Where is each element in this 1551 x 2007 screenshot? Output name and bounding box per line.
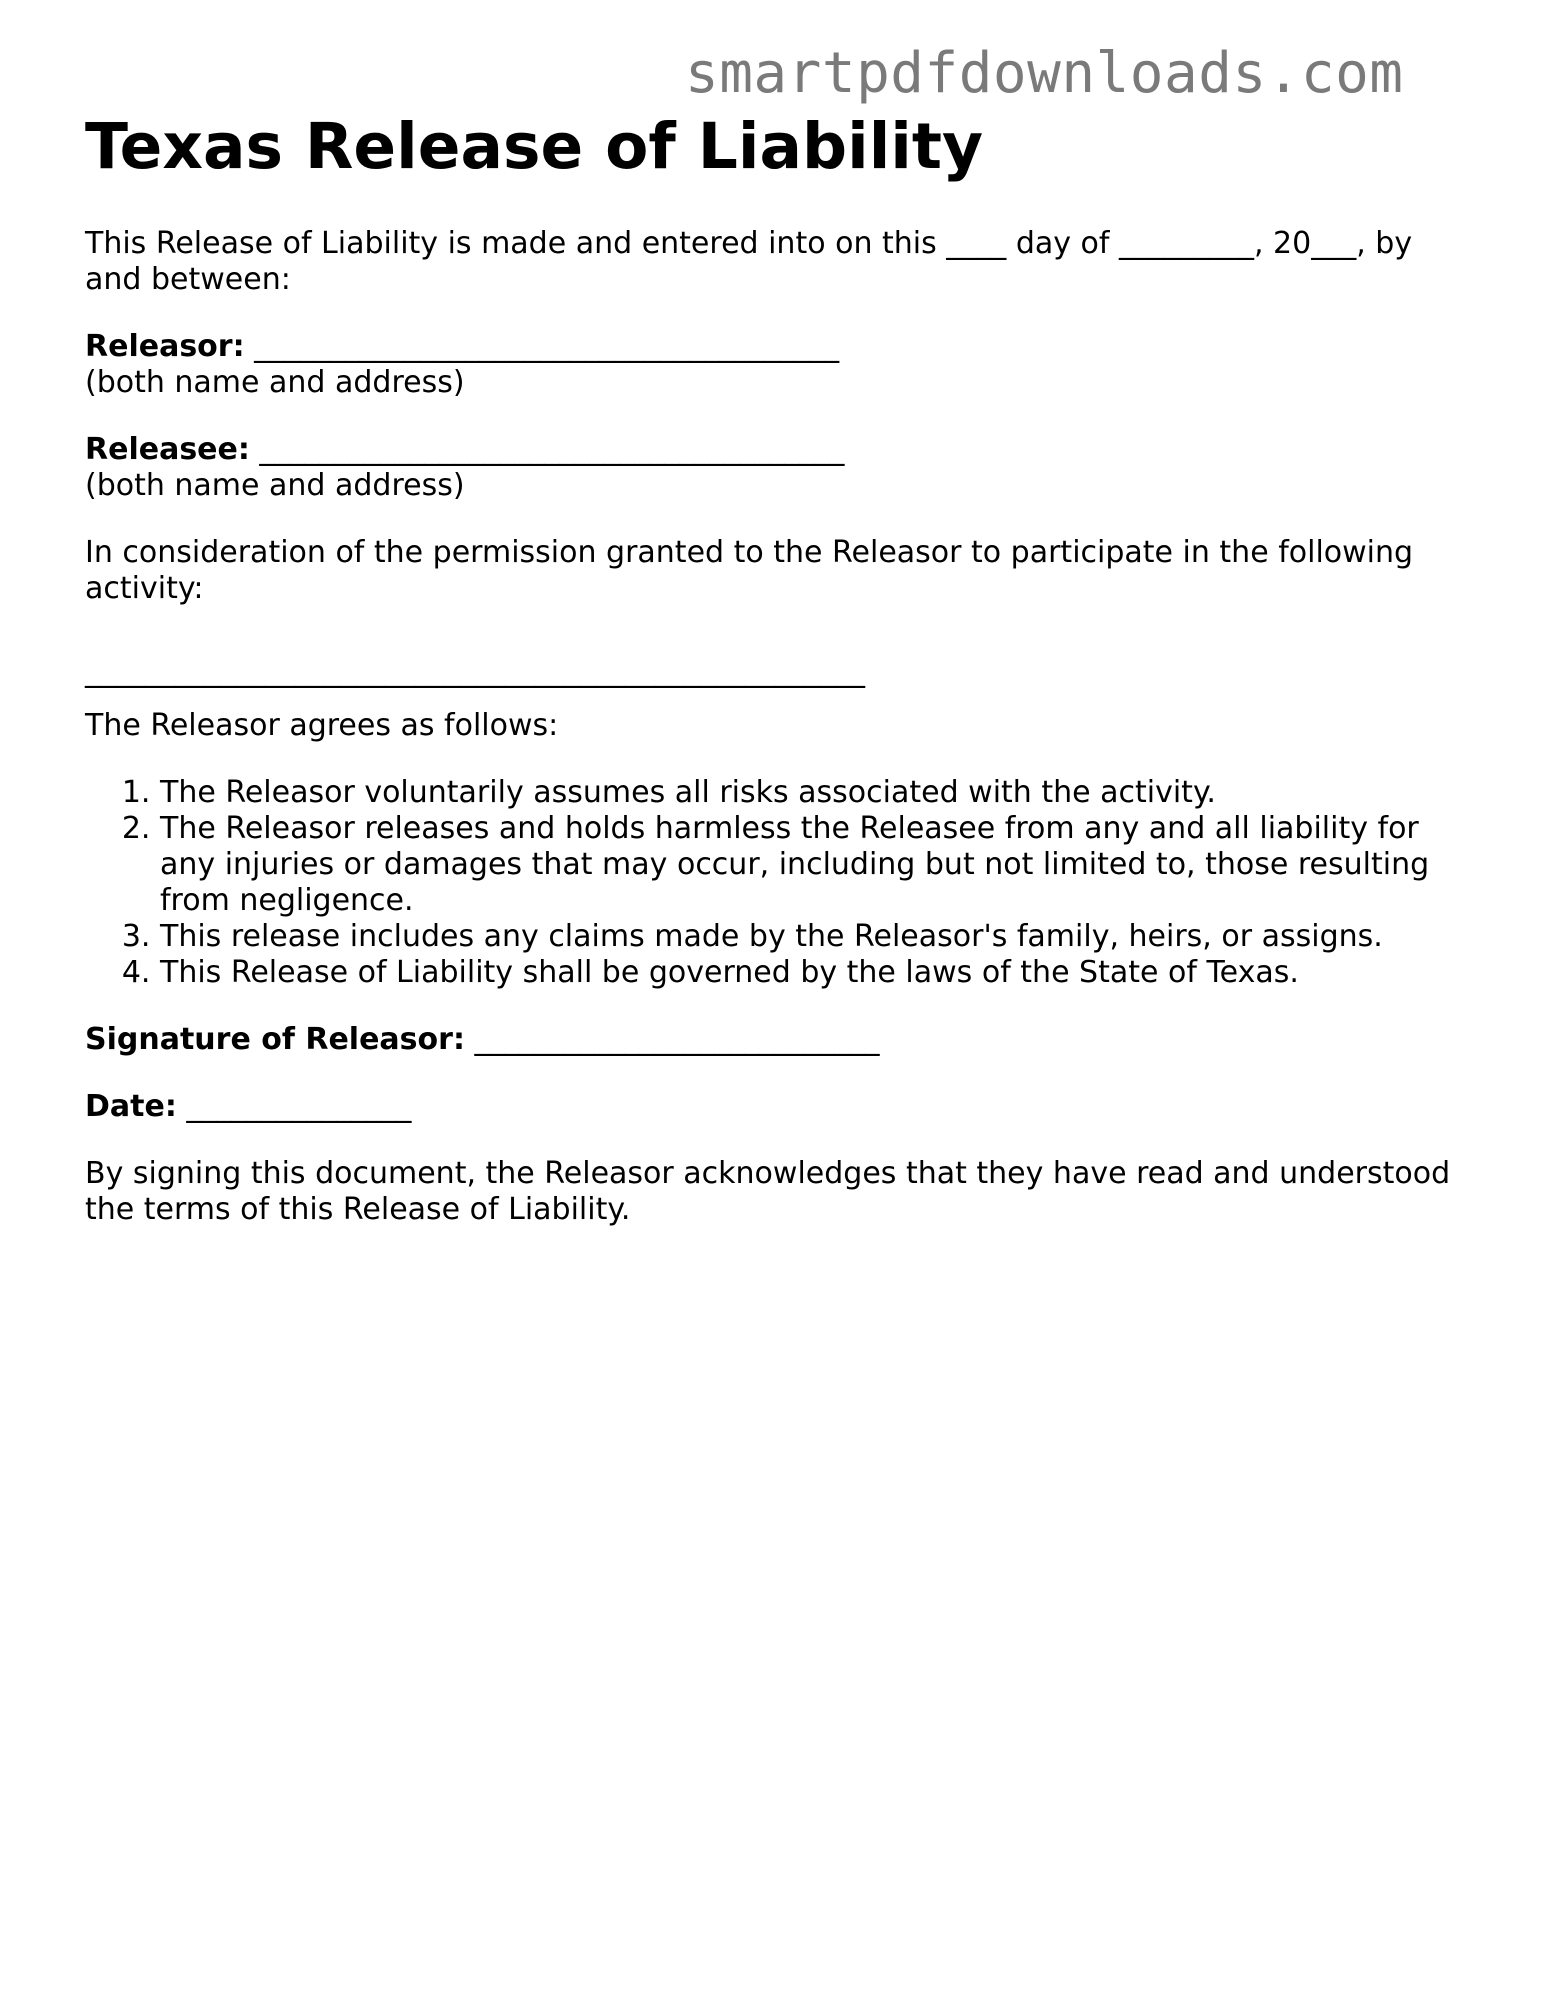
list-item: 2. The Releasor releases and holds harmless the Releasee from any and all liability for any injuries or damages that may occur, including but not limited to, those resulting from negligence. xyxy=(160,811,1465,919)
releasee-label: Releasee: xyxy=(85,432,250,467)
watermark: smartpdfdownloads.com xyxy=(685,41,1404,106)
closing-paragraph: By signing this document, the Releasor acknowledges that they have read and understood the terms of this Release of Liability. xyxy=(85,1156,1451,1227)
signature-label: Signature of Releasor: xyxy=(85,1022,465,1057)
releasor-label: Releasor: xyxy=(85,329,245,364)
document-title: Texas Release of Liability xyxy=(85,110,984,183)
list-item: 4. This Release of Liability shall be governed by the laws of the State of Texas. xyxy=(160,955,1465,991)
releasor-note: (both name and address) xyxy=(85,365,465,400)
list-item: 3. This release includes any claims made by the Releasor's family, heirs, or assigns. xyxy=(160,919,1465,955)
releasee-block xyxy=(85,432,1465,504)
date-field xyxy=(85,1089,1465,1125)
agrees-heading: The Releasor agrees as follows: xyxy=(85,708,559,743)
terms-list xyxy=(85,775,1465,991)
releasee-field xyxy=(85,432,1465,468)
signature-blank-line: ___________________________ xyxy=(464,1022,880,1057)
document-body xyxy=(85,108,1465,1228)
signature-field xyxy=(85,1022,1465,1058)
date-label: Date: xyxy=(85,1089,177,1124)
releasor-blank-line: _______________________________________ xyxy=(244,329,840,364)
date-blank-line: _______________ xyxy=(176,1089,412,1124)
list-item: 1. The Releasor voluntarily assumes all risks associated with the activity. xyxy=(160,775,1465,811)
activity-blank-line: ____________________________________________________ xyxy=(85,654,865,689)
consideration-paragraph: In consideration of the permission granted to the Releasor to participate in the following activity: xyxy=(85,535,1414,606)
releasor-field xyxy=(85,329,1465,365)
releasee-note: (both name and address) xyxy=(85,468,465,503)
intro-paragraph: This Release of Liability is made and entered into on this ____ day of _________, 20___, by and between: xyxy=(85,226,1413,297)
releasee-blank-line: _______________________________________ xyxy=(249,432,845,467)
releasor-block xyxy=(85,329,1465,401)
